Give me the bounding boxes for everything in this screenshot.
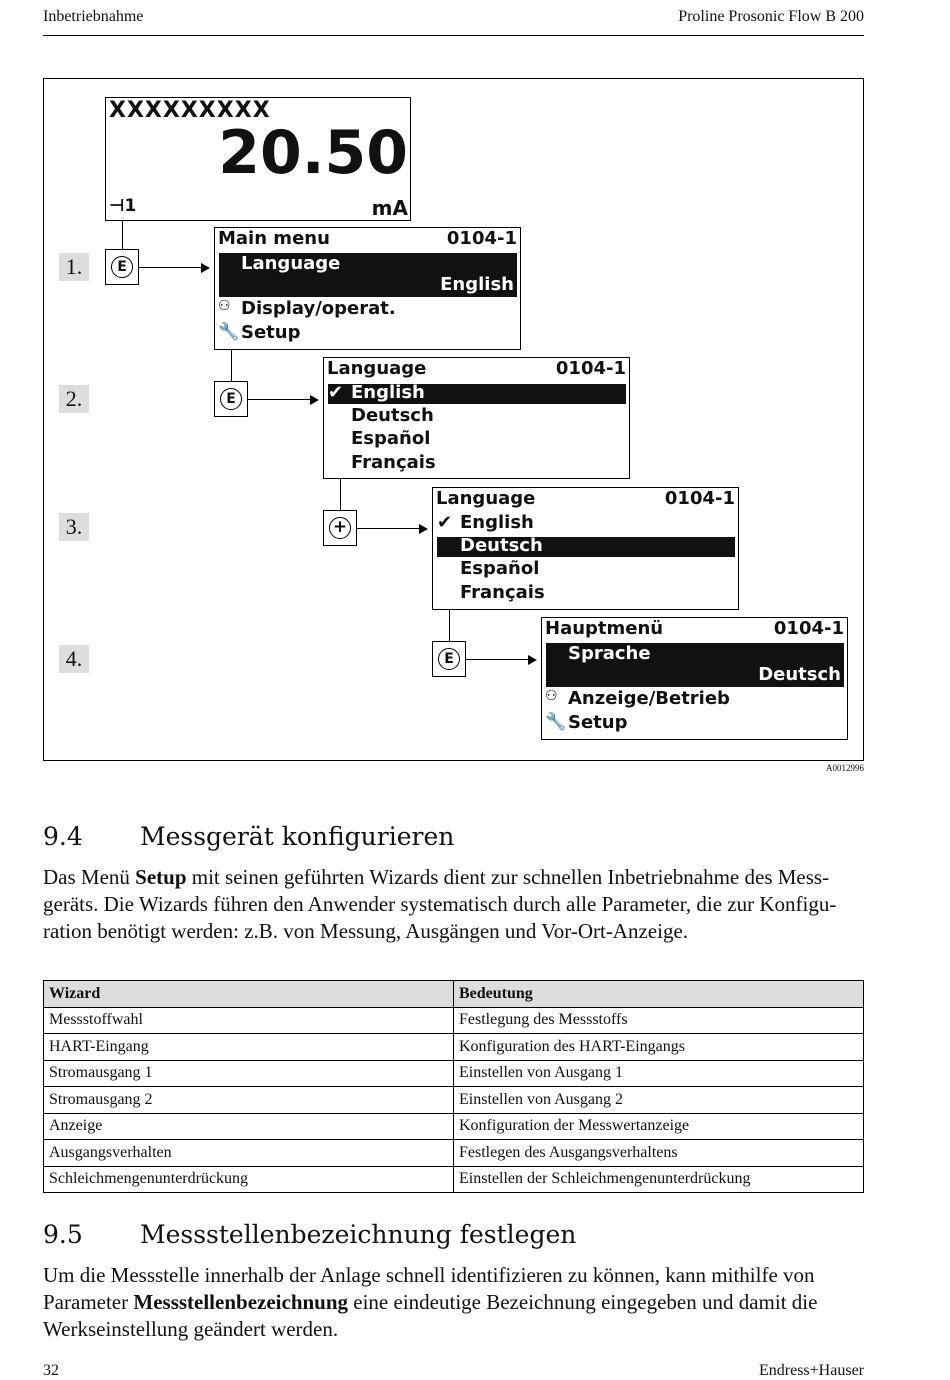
- section-title: Messstellenbezeichnung festlegen: [140, 1220, 577, 1249]
- enter-key-label: E: [438, 648, 460, 670]
- display-screen: [105, 97, 411, 221]
- page-number: 32: [43, 1362, 59, 1379]
- table-cell: Anzeige: [44, 1113, 454, 1140]
- wrench-icon: 🔧: [218, 322, 240, 342]
- enter-key-button[interactable]: [432, 641, 466, 677]
- enter-key-button[interactable]: [105, 249, 139, 285]
- table-cell: HART-Eingang: [44, 1034, 454, 1061]
- table-cell: Festlegung des Messstoffs: [454, 1007, 864, 1034]
- gauge-icon: ⚇: [218, 298, 231, 314]
- connector-line: [122, 221, 123, 249]
- arrow-right-icon: [528, 655, 537, 665]
- screen-code: 0104-1: [446, 228, 517, 249]
- option-deutsch[interactable]: Deutsch: [351, 405, 434, 426]
- gauge-icon: ⚇: [545, 688, 558, 704]
- arrow-right-icon: [201, 263, 210, 273]
- checkmark-icon: ✔: [328, 382, 344, 403]
- screen-title: Main menu: [218, 228, 330, 249]
- menu-item-label: Sprache: [568, 643, 651, 664]
- language-screen-deutsch: [432, 487, 739, 610]
- hauptmenu-screen: [541, 617, 848, 740]
- menu-item-sprache[interactable]: [546, 643, 844, 687]
- screen-code: 0104-1: [773, 618, 844, 639]
- option-francais[interactable]: Français: [460, 582, 545, 603]
- enter-key-button[interactable]: [214, 381, 248, 417]
- menu-item-label: Language: [241, 253, 341, 274]
- menu-navigation-figure: [43, 78, 864, 761]
- checkmark-icon: ✔: [437, 512, 453, 533]
- menu-item-value: English: [440, 274, 514, 295]
- table-row: [44, 1060, 864, 1087]
- table-cell: Stromausgang 1: [44, 1060, 454, 1087]
- connector-line: [139, 267, 201, 268]
- option-francais[interactable]: Français: [351, 452, 436, 473]
- step-3: 3.: [59, 513, 89, 541]
- step-1: 1.: [59, 253, 89, 281]
- arrow-right-icon: [419, 524, 428, 534]
- paragraph-text: eine eindeutige Bezeichnung eingegeben und damit die Werkseinstellung geändert werden.: [43, 1290, 818, 1341]
- table-cell: Messstoffwahl: [44, 1007, 454, 1034]
- paragraph-bold: Messstellenbezeichnung: [133, 1290, 349, 1314]
- connector-line: [340, 479, 341, 511]
- table-row: [44, 1007, 864, 1034]
- table-row: [44, 1087, 864, 1114]
- option-deutsch[interactable]: Deutsch: [460, 535, 543, 556]
- menu-item-anzeige[interactable]: Anzeige/Betrieb: [568, 688, 730, 709]
- menu-item-display[interactable]: Display/operat.: [241, 298, 396, 319]
- option-english[interactable]: English: [460, 512, 534, 533]
- footer-brand: Endress+Hauser: [759, 1362, 864, 1379]
- display-tag: XXXXXXXXX: [109, 98, 271, 123]
- paragraph-text: Das Menü: [43, 865, 136, 889]
- connector-line: [231, 350, 232, 382]
- display-value: 20.50: [218, 118, 408, 188]
- table-cell: Einstellen von Ausgang 2: [454, 1087, 864, 1114]
- table-cell: Stromausgang 2: [44, 1087, 454, 1114]
- enter-key-label: E: [111, 256, 133, 278]
- screen-title: Language: [436, 488, 536, 509]
- menu-item-setup[interactable]: Setup: [568, 712, 628, 733]
- paragraph-bold: Setup: [135, 865, 187, 889]
- plus-key-button[interactable]: [323, 510, 357, 546]
- language-screen: [323, 357, 630, 479]
- table-cell: Konfiguration des HART-Eingangs: [454, 1034, 864, 1061]
- table-cell: Konfiguration der Messwertanzeige: [454, 1113, 864, 1140]
- option-espanol[interactable]: Español: [460, 558, 540, 579]
- section-paragraph: [43, 1262, 873, 1343]
- column-header: Wizard: [44, 981, 454, 1008]
- column-header: Bedeutung: [454, 981, 864, 1008]
- paragraph-text: mit seinen geführten Wizards dient zur schnellen Inbetriebnahme des Mess-geräts. Die Wizards führen den Anwender systematisch durch alle Parameter, die zur Konfigu-ration benötigt werden: z.B. von Messung, Ausgängen und Vor-Ort-Anzeige.: [43, 865, 837, 943]
- arrow-right-icon: [310, 395, 319, 405]
- table-header-row: [44, 981, 864, 1008]
- table-cell: Einstellen der Schleichmengenunterdrückung: [454, 1166, 864, 1193]
- menu-item-value: Deutsch: [758, 664, 841, 685]
- table-cell: Ausgangsverhalten: [44, 1140, 454, 1167]
- option-english[interactable]: English: [351, 382, 425, 403]
- enter-key-label: E: [220, 388, 242, 410]
- table-row: [44, 1034, 864, 1061]
- step-4: 4.: [59, 645, 89, 673]
- screen-title: Language: [327, 358, 427, 379]
- section-paragraph: [43, 864, 873, 945]
- header-product: Proline Prosonic Flow B 200: [678, 8, 864, 25]
- menu-item-setup[interactable]: Setup: [241, 322, 301, 343]
- section-number: 9.5: [43, 1220, 83, 1249]
- section-title: Messgerät konfigurieren: [140, 822, 455, 851]
- screen-code: 0104-1: [664, 488, 735, 509]
- section-number: 9.4: [43, 822, 83, 851]
- header-section: Inbetriebnahme: [43, 8, 144, 25]
- table-row: [44, 1140, 864, 1167]
- table-row: [44, 1113, 864, 1140]
- screen-code: 0104-1: [555, 358, 626, 379]
- connector-line: [248, 399, 310, 400]
- option-espanol[interactable]: Español: [351, 428, 431, 449]
- wizard-table: [43, 980, 864, 1193]
- plus-key-label: +: [329, 517, 351, 539]
- display-unit: mA: [371, 196, 408, 220]
- output-status-icon: ⊣1: [109, 196, 137, 216]
- paragraph-text: Um die Messstelle innerhalb der Anlage schnell identifizieren zu können, kann mithilfe von Parameter: [43, 1263, 815, 1314]
- header-rule: [43, 35, 864, 36]
- figure-reference: A0012996: [826, 763, 864, 773]
- wrench-icon: 🔧: [545, 712, 567, 732]
- table-cell: Einstellen von Ausgang 1: [454, 1060, 864, 1087]
- screen-title: Hauptmenü: [545, 618, 664, 639]
- table-row: [44, 1166, 864, 1193]
- menu-item-language[interactable]: [219, 253, 517, 297]
- main-menu-screen: [214, 227, 521, 350]
- table-cell: Festlegen des Ausgangsverhaltens: [454, 1140, 864, 1167]
- connector-line: [466, 659, 528, 660]
- table-cell: Schleichmengenunterdrückung: [44, 1166, 454, 1193]
- connector-line: [357, 528, 419, 529]
- step-2: 2.: [59, 385, 89, 413]
- connector-line: [449, 610, 450, 642]
